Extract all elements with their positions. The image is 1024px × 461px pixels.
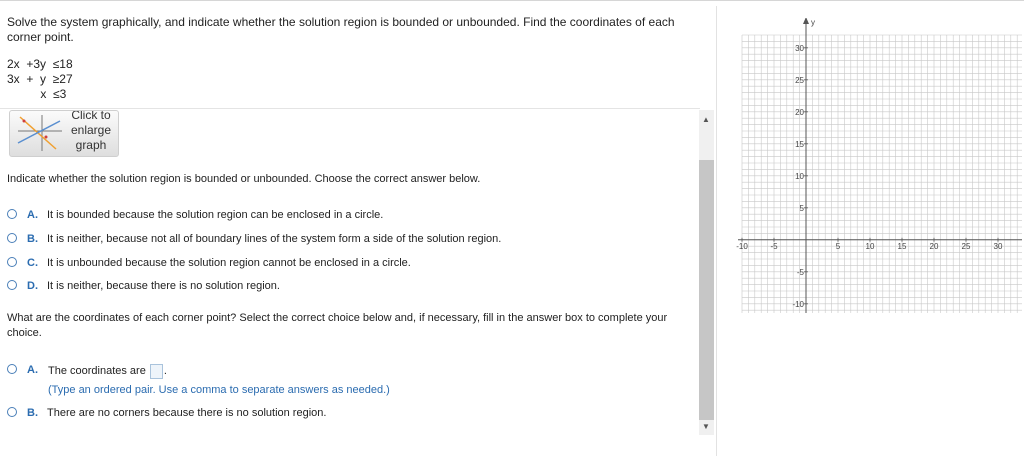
inequality-3: x ≤3 bbox=[7, 87, 67, 101]
radio-button[interactable] bbox=[7, 407, 17, 417]
y-axis-label: y bbox=[811, 18, 815, 27]
panel-divider bbox=[716, 6, 717, 456]
y-tick-label: 15 bbox=[795, 139, 804, 149]
y-axis-arrow-icon bbox=[803, 18, 809, 24]
inequality-1: 2x +3y ≤18 bbox=[7, 57, 73, 71]
x-tick-label: 15 bbox=[897, 241, 907, 251]
radio-button[interactable] bbox=[7, 257, 17, 267]
x-tick-label: 30 bbox=[993, 241, 1003, 251]
scrollbar[interactable] bbox=[699, 110, 714, 435]
choice-letter: C. bbox=[27, 257, 38, 269]
y-tick-label: -5 bbox=[796, 267, 804, 277]
choice-letter: D. bbox=[27, 280, 38, 292]
enlarge-graph-button[interactable] bbox=[9, 110, 119, 157]
y-tick-label: 10 bbox=[795, 171, 804, 181]
x-tick-label: 25 bbox=[961, 241, 971, 251]
scroll-thumb[interactable] bbox=[699, 160, 714, 420]
enlarge-graph-label: Click to enlarge graph bbox=[70, 110, 112, 152]
choice-text: It is neither, because there is no solution region. bbox=[47, 280, 280, 292]
y-tick-label: 30 bbox=[795, 43, 804, 53]
y-tick-label: 5 bbox=[799, 203, 804, 213]
y-tick-label: -10 bbox=[792, 299, 804, 309]
x-tick-label: 20 bbox=[929, 241, 939, 251]
choice-letter: A. bbox=[27, 209, 38, 221]
radio-button[interactable] bbox=[7, 209, 17, 219]
scroll-up-icon[interactable]: ▲ bbox=[702, 115, 710, 124]
choice-text: There are no corners because there is no solution region. bbox=[47, 407, 327, 419]
choice-text: The coordinates are bbox=[48, 365, 146, 377]
y-tick-label: 20 bbox=[795, 107, 804, 117]
part1-prompt: Indicate whether the solution region is bounded or unbounded. Choose the correct answer below. bbox=[7, 173, 481, 185]
x-tick-label: 5 bbox=[835, 241, 841, 251]
section-divider bbox=[0, 108, 700, 109]
answer-suffix: . bbox=[163, 365, 167, 377]
answer-input[interactable] bbox=[150, 364, 163, 379]
choice-text: It is unbounded because the solution region cannot be enclosed in a circle. bbox=[47, 257, 411, 269]
coordinate-graph[interactable] bbox=[722, 18, 1022, 313]
choice-letter: A. bbox=[27, 364, 38, 376]
answer-hint: (Type an ordered pair. Use a comma to separate answers as needed.) bbox=[48, 384, 390, 396]
inequality-2: 3x + y ≥27 bbox=[7, 72, 73, 86]
x-tick-label: -5 bbox=[770, 241, 778, 251]
radio-button[interactable] bbox=[7, 364, 17, 374]
y-tick-label: 25 bbox=[795, 75, 804, 85]
question-text: Solve the system graphically, and indicate whether the solution region is bounded or unbounded. Find the coordinates of each corner point. bbox=[7, 15, 675, 44]
radio-button[interactable] bbox=[7, 233, 17, 243]
choice-text: It is neither, because not all of boundary lines of the system form a side of the solution region. bbox=[47, 233, 502, 245]
choice-text: It is bounded because the solution region can be enclosed in a circle. bbox=[47, 209, 384, 221]
top-border bbox=[0, 0, 1024, 1]
choice-letter: B. bbox=[27, 407, 38, 419]
radio-button[interactable] bbox=[7, 280, 17, 290]
scroll-down-icon[interactable]: ▼ bbox=[702, 422, 710, 431]
choice-letter: B. bbox=[27, 233, 38, 245]
x-tick-label: -10 bbox=[736, 241, 748, 251]
x-tick-label: 10 bbox=[865, 241, 875, 251]
part2-prompt: What are the coordinates of each corner point? Select the correct choice below and, if necessary, fill in the answer box to complete your choice. bbox=[7, 312, 668, 339]
graph-thumbnail-icon bbox=[16, 113, 64, 153]
